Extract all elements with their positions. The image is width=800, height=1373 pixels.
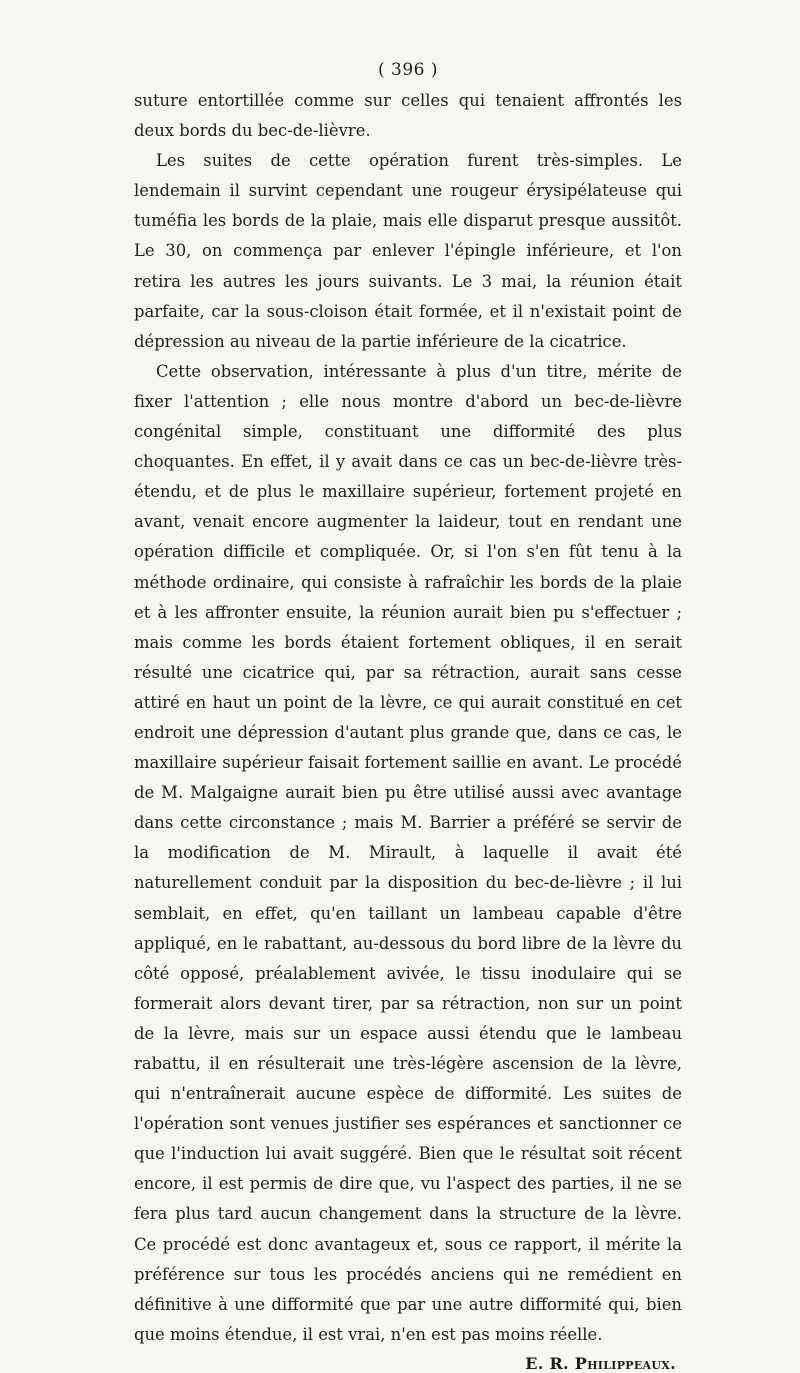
paragraph-operation-results: Les suites de cette opération furent très-simples. Le lendemain il survint cependant une rougeur érysipélateuse qui tuméfia les bords de la plaie, mais elle disparut presque aussitôt. Le 30, on commença par enlever l'épingle inférieure, et l'on retira les autres les jours suivants. Le 3 mai, la réunion était parfaite, car la sous-cloison était formée, et il n'existait point de dépression au niveau de la partie inférieure de la cicatrice.	[134, 151, 682, 351]
paragraph-observation-discussion: Cette observation, intéressante à plus d'un titre, mérite de fixer l'attention ; elle nous montre d'abord un bec-de-lièvre congénital simple, constituant une difformité des plus choquantes. En effet, il y avait dans ce cas un bec-de-lièvre très-étendu, et de plus le maxillaire supérieur, fortement projeté en avant, venait encore augmenter la laideur, tout en rendant une opération difficile et compliquée. Or, si l'on s'en fût tenu à la méthode ordinaire, qui consiste à rafraîchir les bords de la plaie et à les affronter ensuite, la réunion aurait bien pu s'effectuer ; mais comme les bords étaient fortement obliques, il en serait résulté une cicatrice qui, par sa rétraction, aurait sans cesse attiré en haut un point de la lèvre, ce qui aurait constitué en cet endroit une dépression d'autant plus grande que, dans ce cas, le maxillaire supérieur faisait fortement saillie en avant. Le procédé de M. Malgaigne aurait bien pu être utilisé aussi avec avantage dans cette circonstance ; mais M. Barrier a préféré se servir de la modification de M. Mirault, à laquelle il avait été naturellement conduit par la disposition du bec-de-lièvre ; il lui semblait, en effet, qu'en taillant un lambeau capable d'être appliqué, en le rabattant, au-dessous du bord libre de la lèvre du côté opposé, préalablement avivée, le tissu inodulaire qui se formerait alors devant tirer, par sa rétraction, non sur un point de la lèvre, mais sur un espace aussi étendu que le lambeau rabattu, il en résulterait une très-légère ascension de la lèvre, qui n'entraînerait aucune espèce de difformité. Les suites de l'opération sont venues justifier ses espérances et sanctionner ce que l'induction lui avait suggéré. Bien que le résultat soit récent encore, il est permis de dire que, vu l'aspect des parties, il ne se fera plus tard aucun changement dans la structure de la lèvre. Ce procédé est donc avantageux et, sous ce rapport, il mérite la préférence sur tous les procédés anciens qui ne remédient en définitive à une difformité que par une autre difformité qui, bien que moins étendue, il est vrai, n'en est pas moins réelle.	[134, 361, 682, 1344]
page-number: ( 396 )	[377, 60, 439, 80]
paragraph-continuation: suture entortillée comme sur celles qui tenaient affrontés les deux bords du bec-de-lièvre.	[134, 91, 682, 141]
author-signature: E. R. Philippeaux.	[525, 1353, 676, 1373]
body-text	[134, 86, 682, 1350]
